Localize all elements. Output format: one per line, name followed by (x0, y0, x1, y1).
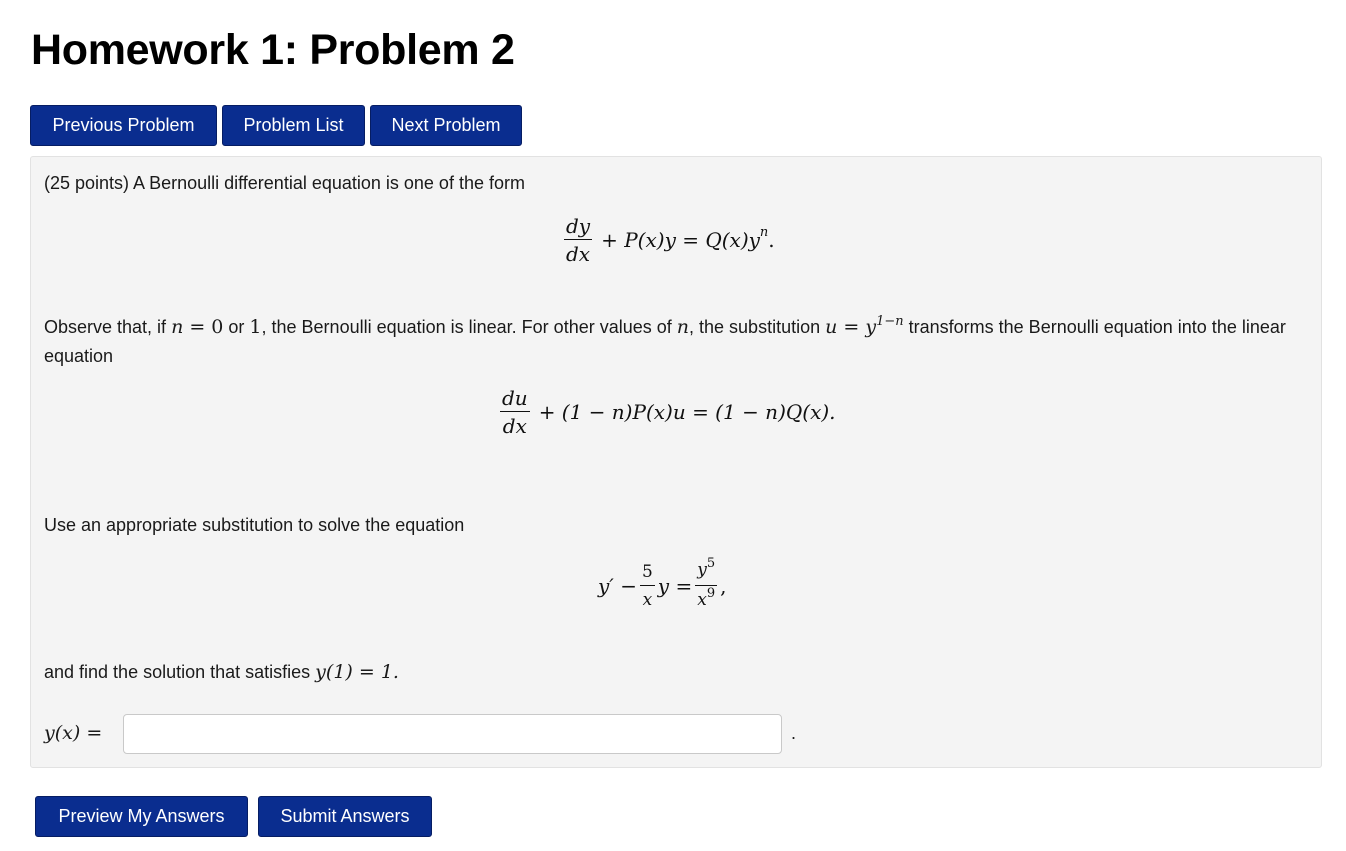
y5-over-x9-fraction: $\frac{y^5}{x^9}$ (697, 556, 716, 610)
observe-paragraph: Observe that, if n = 0 or 1, the Bernoulli equation is linear. For other values of n, the substitution $u = y^{1-n}$ transforms the Bernoulli equation into the linear equation (44, 314, 1286, 366)
answer-label: y(x) = (44, 722, 103, 744)
dy-dx-fraction: $\frac{dy}{dx}$ (566, 214, 591, 266)
du-dx-fraction: $\frac{du}{dx}$ (502, 386, 528, 438)
problem-panel (30, 156, 1322, 768)
linear-equation: $\frac{du}{dx}$ + (1 − n)P(x)u = (1 − n)Q(x). (502, 386, 836, 438)
answer-input[interactable] (123, 714, 782, 754)
initial-condition-text: and find the solution that satisfies y(1) = 1. (44, 661, 399, 683)
use-substitution-text: Use an appropriate substitution to solve the equation (44, 515, 465, 535)
target-equation: y′ − $\frac{5}{x}$ y = $\frac{y^5}{x^9}$ , (598, 559, 726, 613)
answer-period: . (791, 723, 797, 743)
bernoulli-equation: $\frac{dy}{dx}$ + P(x)y = Q(x)y n . (566, 214, 775, 266)
page-title: Homework 1: Problem 2 (31, 26, 515, 74)
previous-problem-button[interactable]: Previous Problem (30, 105, 217, 146)
problem-navigation (30, 105, 522, 146)
next-problem-button[interactable]: Next Problem (370, 105, 522, 146)
submit-answers-button[interactable]: Submit Answers (258, 796, 432, 837)
form-actions (35, 796, 432, 837)
preview-answers-button[interactable]: Preview My Answers (35, 796, 248, 837)
problem-intro: (25 points) A Bernoulli differential equation is one of the form (44, 173, 525, 193)
five-over-x-fraction: $\frac{5}{x}$ (641, 562, 653, 610)
problem-list-button[interactable]: Problem List (222, 105, 365, 146)
